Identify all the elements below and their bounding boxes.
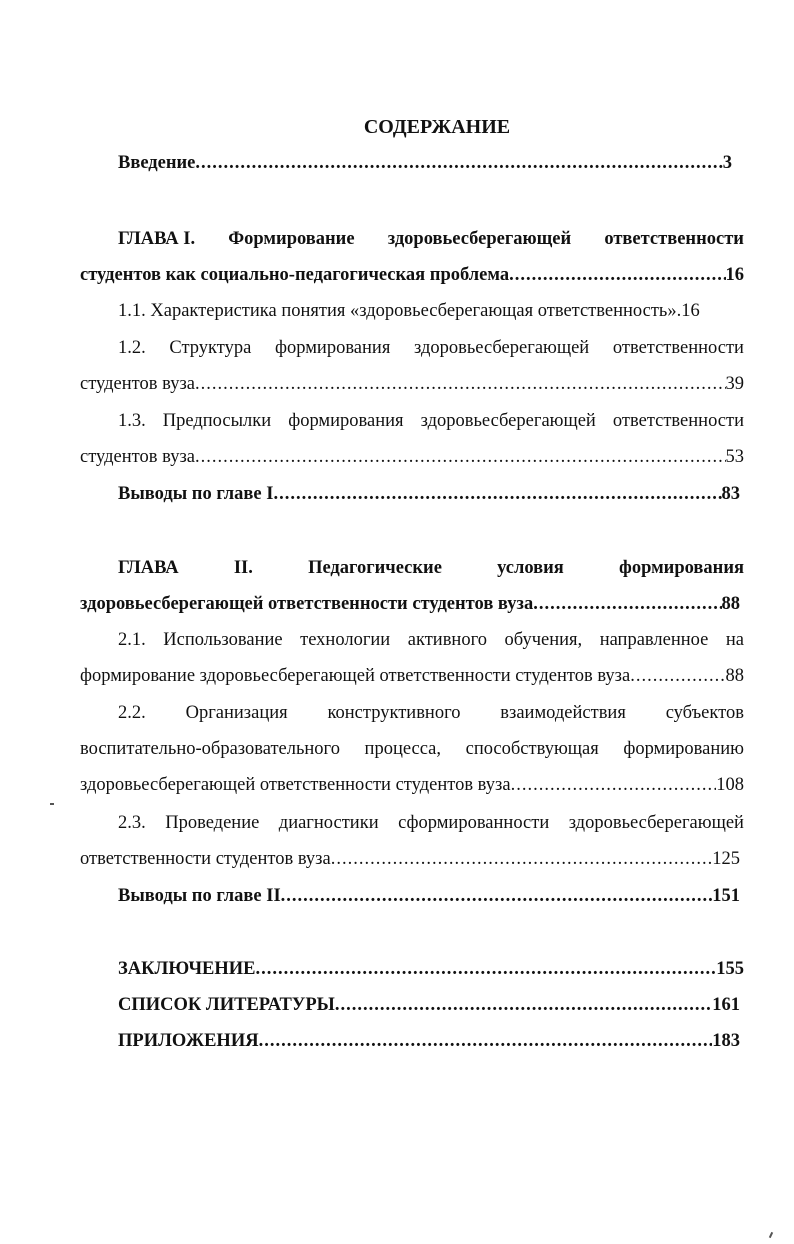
word: субъектов xyxy=(665,703,744,723)
chapter-1-heading-line-2[interactable] xyxy=(80,262,744,288)
chapter-1-word: Формирование xyxy=(228,229,355,249)
leader-dots xyxy=(509,262,725,288)
toc-entry-1-2-line-1[interactable] xyxy=(118,335,744,361)
word: здоровьесберегающей xyxy=(420,411,596,431)
toc-entry-appendices[interactable] xyxy=(118,1028,740,1054)
word: 1.3. xyxy=(118,411,146,431)
toc-entry-2-1-line-1[interactable] xyxy=(118,627,744,653)
word: II. xyxy=(233,558,253,578)
word: Проведение xyxy=(165,813,260,833)
toc-entry-label: здоровьесберегающей ответственности студентов вуза xyxy=(80,775,511,795)
word: формирования xyxy=(619,558,744,578)
leader-dots xyxy=(195,444,726,470)
toc-page-number: 125 xyxy=(712,849,740,869)
chapter-1-word: здоровьесберегающей xyxy=(387,229,572,249)
toc-page-number: 83 xyxy=(721,484,740,504)
toc-entry-label: Выводы по главе I xyxy=(118,484,274,504)
leader-dots xyxy=(533,591,721,617)
toc-entry-1-1[interactable] xyxy=(118,298,744,324)
toc-entry-label: Введение xyxy=(118,153,196,173)
word: взаимодействия xyxy=(500,703,626,723)
leader-dots xyxy=(195,371,726,397)
toc-entry-label: Выводы по главе II xyxy=(118,886,281,906)
leader-dots xyxy=(335,992,712,1018)
chapter-1-heading-line-1[interactable] xyxy=(118,226,744,252)
word: Использование xyxy=(163,630,283,650)
word: технологии xyxy=(300,630,391,650)
toc-page-number: 16 xyxy=(725,265,744,285)
toc-entry-2-2-line-2[interactable] xyxy=(80,736,744,762)
leader-dots xyxy=(259,1028,713,1054)
toc-page-number: 53 xyxy=(725,447,744,467)
chapter-2-heading-line-2[interactable] xyxy=(80,591,740,617)
word: способствующая xyxy=(465,739,599,759)
toc-entry-2-3-line-2[interactable] xyxy=(80,846,740,872)
toc-page-number: 16 xyxy=(681,301,700,321)
toc-entry-label: ПРИЛОЖЕНИЯ xyxy=(118,1031,259,1051)
toc-entry-conclusions-2[interactable] xyxy=(118,883,740,909)
word: условия xyxy=(497,558,564,578)
toc-entry-label: 1.1. Характеристика понятия «здоровьесберегающая ответственность». xyxy=(118,301,682,321)
word: 2.1. xyxy=(118,630,146,650)
leader-dots xyxy=(273,481,721,507)
toc-entry-label: формирование здоровьесберегающей ответственности студентов вуза xyxy=(80,666,631,686)
toc-entry-label: студентов вуза xyxy=(80,374,195,394)
toc-entry-conclusion[interactable] xyxy=(118,956,744,982)
word: формированию xyxy=(623,739,744,759)
toc-page-number: 88 xyxy=(721,594,740,614)
toc-entry-1-3-line-1[interactable] xyxy=(118,408,744,434)
leader-dots xyxy=(630,663,725,689)
word: формирования xyxy=(288,411,404,431)
toc-entry-2-2-line-3[interactable] xyxy=(80,772,744,798)
toc-entry-label: ЗАКЛЮЧЕНИЕ xyxy=(118,959,256,979)
word: 2.3. xyxy=(118,813,146,833)
word: ответственности xyxy=(612,411,744,431)
leader-dots xyxy=(256,956,717,982)
word: на xyxy=(725,630,744,650)
toc-page-number: 155 xyxy=(716,959,744,979)
chapter-1-word: ответственности xyxy=(604,229,744,249)
toc-entry-1-2-line-2[interactable] xyxy=(80,371,744,397)
word: ГЛАВА xyxy=(118,558,179,578)
word: Структура xyxy=(169,338,252,358)
word: Организация xyxy=(185,703,288,723)
toc-entry-label: ответственности студентов вуза xyxy=(80,849,331,869)
word: ответственности xyxy=(612,338,744,358)
scan-speck xyxy=(50,803,54,805)
toc-entry-1-3-line-2[interactable] xyxy=(80,444,744,470)
leader-dots xyxy=(195,150,722,176)
leader-dots xyxy=(511,772,717,798)
toc-entry-label: СПИСОК ЛИТЕРАТУРЫ xyxy=(118,995,335,1015)
toc-entry-references[interactable] xyxy=(118,992,740,1018)
word: 2.2. xyxy=(118,703,146,723)
toc-page-number: 39 xyxy=(725,374,744,394)
word: воспитательно-образовательного xyxy=(80,739,340,759)
word: здоровьесберегающей xyxy=(568,813,744,833)
word: конструктивного xyxy=(327,703,461,723)
toc-page-number: 183 xyxy=(712,1031,740,1051)
toc-entry-conclusions-1[interactable] xyxy=(118,481,740,507)
leader-dots xyxy=(331,846,713,872)
word: обучения, xyxy=(504,630,583,650)
chapter-2-title-cont: здоровьесберегающей ответственности студентов вуза xyxy=(80,594,534,614)
toc-entry-2-3-line-1[interactable] xyxy=(118,810,744,836)
toc-entry-2-1-line-2[interactable] xyxy=(80,663,744,689)
word: здоровьесберегающей xyxy=(413,338,590,358)
chapter-2-heading-line-1[interactable] xyxy=(118,555,744,581)
toc-page-number: 151 xyxy=(712,886,740,906)
word: формирования xyxy=(275,338,391,358)
toc-page-number: 3 xyxy=(722,153,732,173)
leader-dots xyxy=(281,883,713,909)
word: направленное xyxy=(599,630,709,650)
word: диагностики xyxy=(278,813,379,833)
chapter-1-word: ГЛАВА I. xyxy=(118,229,196,249)
word: процесса, xyxy=(364,739,442,759)
page-title: СОДЕРЖАНИЕ xyxy=(363,116,511,138)
toc-page-number: 108 xyxy=(716,775,744,795)
word: активного xyxy=(407,630,487,650)
chapter-1-title-cont: студентов как социально-педагогическая проблема xyxy=(80,265,510,285)
toc-page-number: 161 xyxy=(712,995,740,1015)
toc-entry-2-2-line-1[interactable] xyxy=(118,700,744,726)
scan-speck xyxy=(769,1232,773,1238)
word: 1.2. xyxy=(118,338,146,358)
toc-page-number: 88 xyxy=(725,666,744,686)
toc-entry-introduction[interactable] xyxy=(118,150,732,176)
word: сформированности xyxy=(398,813,550,833)
word: Предпосылки xyxy=(162,411,272,431)
toc-entry-label: студентов вуза xyxy=(80,447,195,467)
word: Педагогические xyxy=(308,558,442,578)
